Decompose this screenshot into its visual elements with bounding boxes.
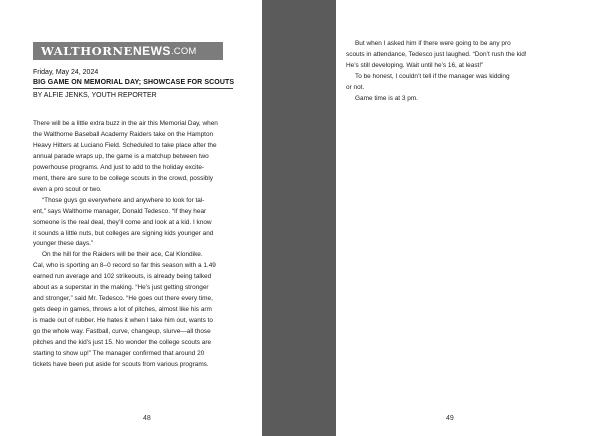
right-text-line: To be honest, I couldn’t tell if the manager was kidding bbox=[355, 72, 510, 80]
left-text-line: about as a superstar in the making. “He’s just getting stronger bbox=[33, 284, 209, 292]
left-text-line: the Walthorne Baseball Academy Raiders take on the Hampton bbox=[33, 130, 214, 138]
left-text-line: Heavy Hitters at Luciano Field. Scheduled to take place after the bbox=[33, 141, 217, 149]
left-text-line: younger these days.” bbox=[33, 240, 94, 248]
article-byline: BY ALFIE JENKS, YOUTH REPORTER bbox=[33, 92, 157, 99]
page-number-left: 48 bbox=[143, 415, 151, 422]
left-text-line: annual parade wraps up, the game is a matchup between two bbox=[33, 152, 209, 160]
left-text-line: it sounds a little nuts, but colleges are signing kids younger and bbox=[33, 229, 214, 237]
left-text-line: go the whole way. Fastball, curve, changeup, slurve—all those bbox=[33, 328, 211, 336]
right-text-line: scouts in attendance, Tedesco just laughed. “Don’t rush the kid! bbox=[346, 50, 527, 58]
left-text-line: Cal, who is sporting an 8–0 record so far this season with a 1.49 bbox=[33, 262, 216, 270]
right-text-line: He’s still developing. Wait until he’s 16, at least!” bbox=[346, 61, 484, 69]
left-text-line: pitches and the kid’s just 15. No wonder the college scouts are bbox=[33, 339, 212, 346]
masthead-walthorne: WALTHORNE bbox=[41, 44, 133, 58]
left-text-line: gets deep in games, throws a lot of pitches, almost like his arm bbox=[33, 306, 212, 314]
left-text-line: is made out of rubber. He hates it when I take him out, wants to bbox=[33, 317, 213, 325]
right-text-line: But when I asked him if there were going to be any pro bbox=[355, 40, 511, 47]
book-gutter bbox=[262, 0, 336, 436]
article-date: Friday, May 24, 2024 bbox=[33, 69, 99, 76]
left-text-line: “Those guys go everywhere and anywhere to look for tal- bbox=[42, 196, 205, 204]
left-text-line: someone is the real deal, they’ll come and look at a kid. I know bbox=[33, 218, 212, 226]
left-text-line: On the hill for the Raiders will be their ace, Cal Klondike. bbox=[42, 251, 203, 259]
left-text-line: and stronger,” said Mr. Tedesco. “He goes out there every time, bbox=[33, 295, 213, 303]
news-masthead bbox=[33, 42, 223, 60]
left-text-line: even a pro scout or two. bbox=[33, 185, 102, 193]
left-text-line: ent,” says Walthorne manager, Donald Tedesco. “If they hear bbox=[33, 207, 207, 215]
masthead-news: NEWS bbox=[132, 44, 171, 58]
left-text-line: powerhouse programs. And just to add to the holiday excite- bbox=[33, 163, 205, 171]
left-text-line: tickets have been put aside for scouts from various programs. bbox=[33, 360, 209, 368]
page-number-right: 49 bbox=[446, 415, 454, 422]
left-text-line: There will be a little extra buzz in the air this Memorial Day, when bbox=[33, 120, 218, 127]
right-text-line: or not. bbox=[346, 83, 365, 91]
headline-divider bbox=[33, 88, 233, 89]
article-headline: BIG GAME ON MEMORIAL DAY; SHOWCASE FOR SCOUTS bbox=[33, 79, 235, 86]
left-text-line: ment, there are sure to be college scouts in the crowd, possibly bbox=[33, 174, 213, 182]
masthead-dotcom: .COM bbox=[170, 45, 197, 57]
left-text-line: starting to show up!” The manager confirmed that around 20 bbox=[33, 349, 205, 357]
left-text-line: earned run average and 102 strikeouts, is already being talked bbox=[33, 273, 212, 281]
right-text-line: Game time is at 3 pm. bbox=[355, 94, 418, 102]
